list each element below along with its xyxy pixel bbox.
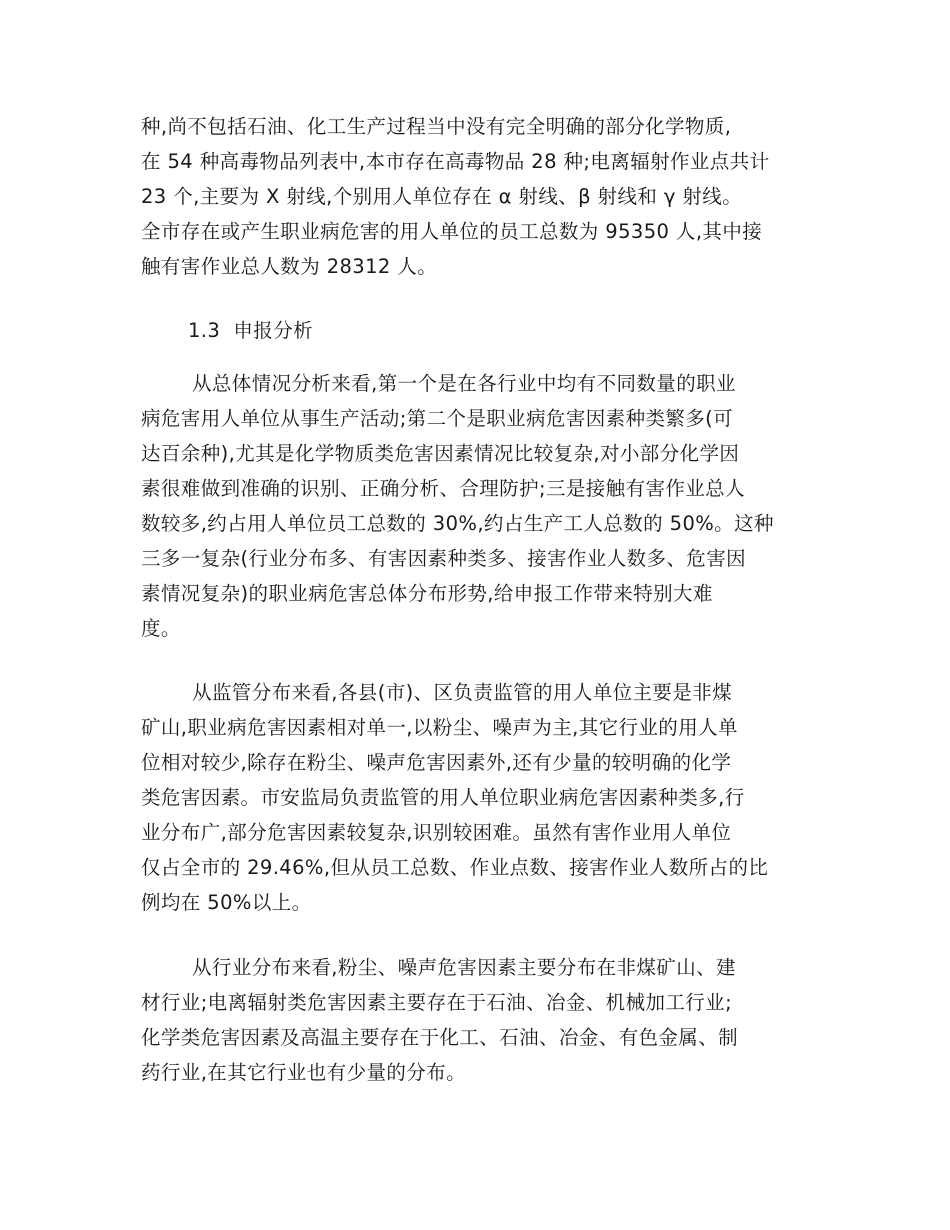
text-line: 触有害作业总人数为 28312 人。 [141, 255, 438, 278]
text-line: 三多一复杂(行业分布多、有害因素种类多、接害作业人数多、危害因 [141, 547, 747, 570]
text-line: 度。 [141, 617, 181, 640]
text-line: 化学类危害因素及高温主要存在于化工、石油、冶金、有色金属、制 [141, 1026, 739, 1049]
text-line: 种,尚不包括石油、化工生产过程当中没有完全明确的部分化学物质, [141, 115, 732, 138]
text-line: 从行业分布来看,粉尘、噪声危害因素主要分布在非煤矿山、建 [192, 956, 736, 979]
text-line: 材行业;电离辐射类危害因素主要存在于石油、冶金、机械加工行业; [141, 991, 733, 1014]
text-line: 素很难做到准确的识别、正确分析、合理防护;三是接触有害作业总人 [141, 477, 745, 500]
text-line: 矿山,职业病危害因素相对单一,以粉尘、噪声为主,其它行业的用人单 [141, 716, 738, 739]
section-heading: 1.3 申报分析 [188, 319, 314, 342]
text-line: 23 个,主要为 X 射线,个别用人单位存在 α 射线、β 射线和 γ 射线。 [141, 185, 743, 208]
text-line: 业分布广,部分危害因素较复杂,识别较困难。虽然有害作业用人单位 [141, 821, 732, 844]
text-line: 药行业,在其它行业也有少量的分布。 [141, 1061, 466, 1084]
text-line: 数较多,约占用人单位员工总数的 30%,约占生产工人总数的 50%。这种 [141, 512, 774, 535]
text-line: 类危害因素。市安监局负责监管的用人单位职业病危害因素种类多,行 [141, 786, 745, 809]
text-line: 达百余种),尤其是化学物质类危害因素情况比较复杂,对小部分化学因 [141, 442, 740, 465]
text-line: 在 54 种高毒物品列表中,本市存在高毒物品 28 种;电离辐射作业点共计 [141, 150, 770, 173]
text-line: 病危害用人单位从事生产活动;第二个是职业病危害因素种类繁多(可 [141, 407, 734, 430]
text-line: 从总体情况分析来看,第一个是在各行业中均有不同数量的职业 [192, 372, 736, 395]
text-line: 仅占全市的 29.46%,但从员工总数、作业点数、接害作业人数所占的比 [141, 856, 769, 879]
text-line: 全市存在或产生职业病危害的用人单位的员工总数为 95350 人,其中接 [141, 220, 763, 243]
text-line: 从监管分布来看,各县(市)、区负责监管的用人单位主要是非煤 [192, 681, 733, 704]
text-line: 例均在 50%以上。 [141, 891, 312, 914]
text-line: 素情况复杂)的职业病危害总体分布形势,给申报工作带来特别大难 [141, 582, 713, 605]
text-line: 位相对较少,除存在粉尘、噪声危害因素外,还有少量的较明确的化学 [141, 751, 732, 774]
